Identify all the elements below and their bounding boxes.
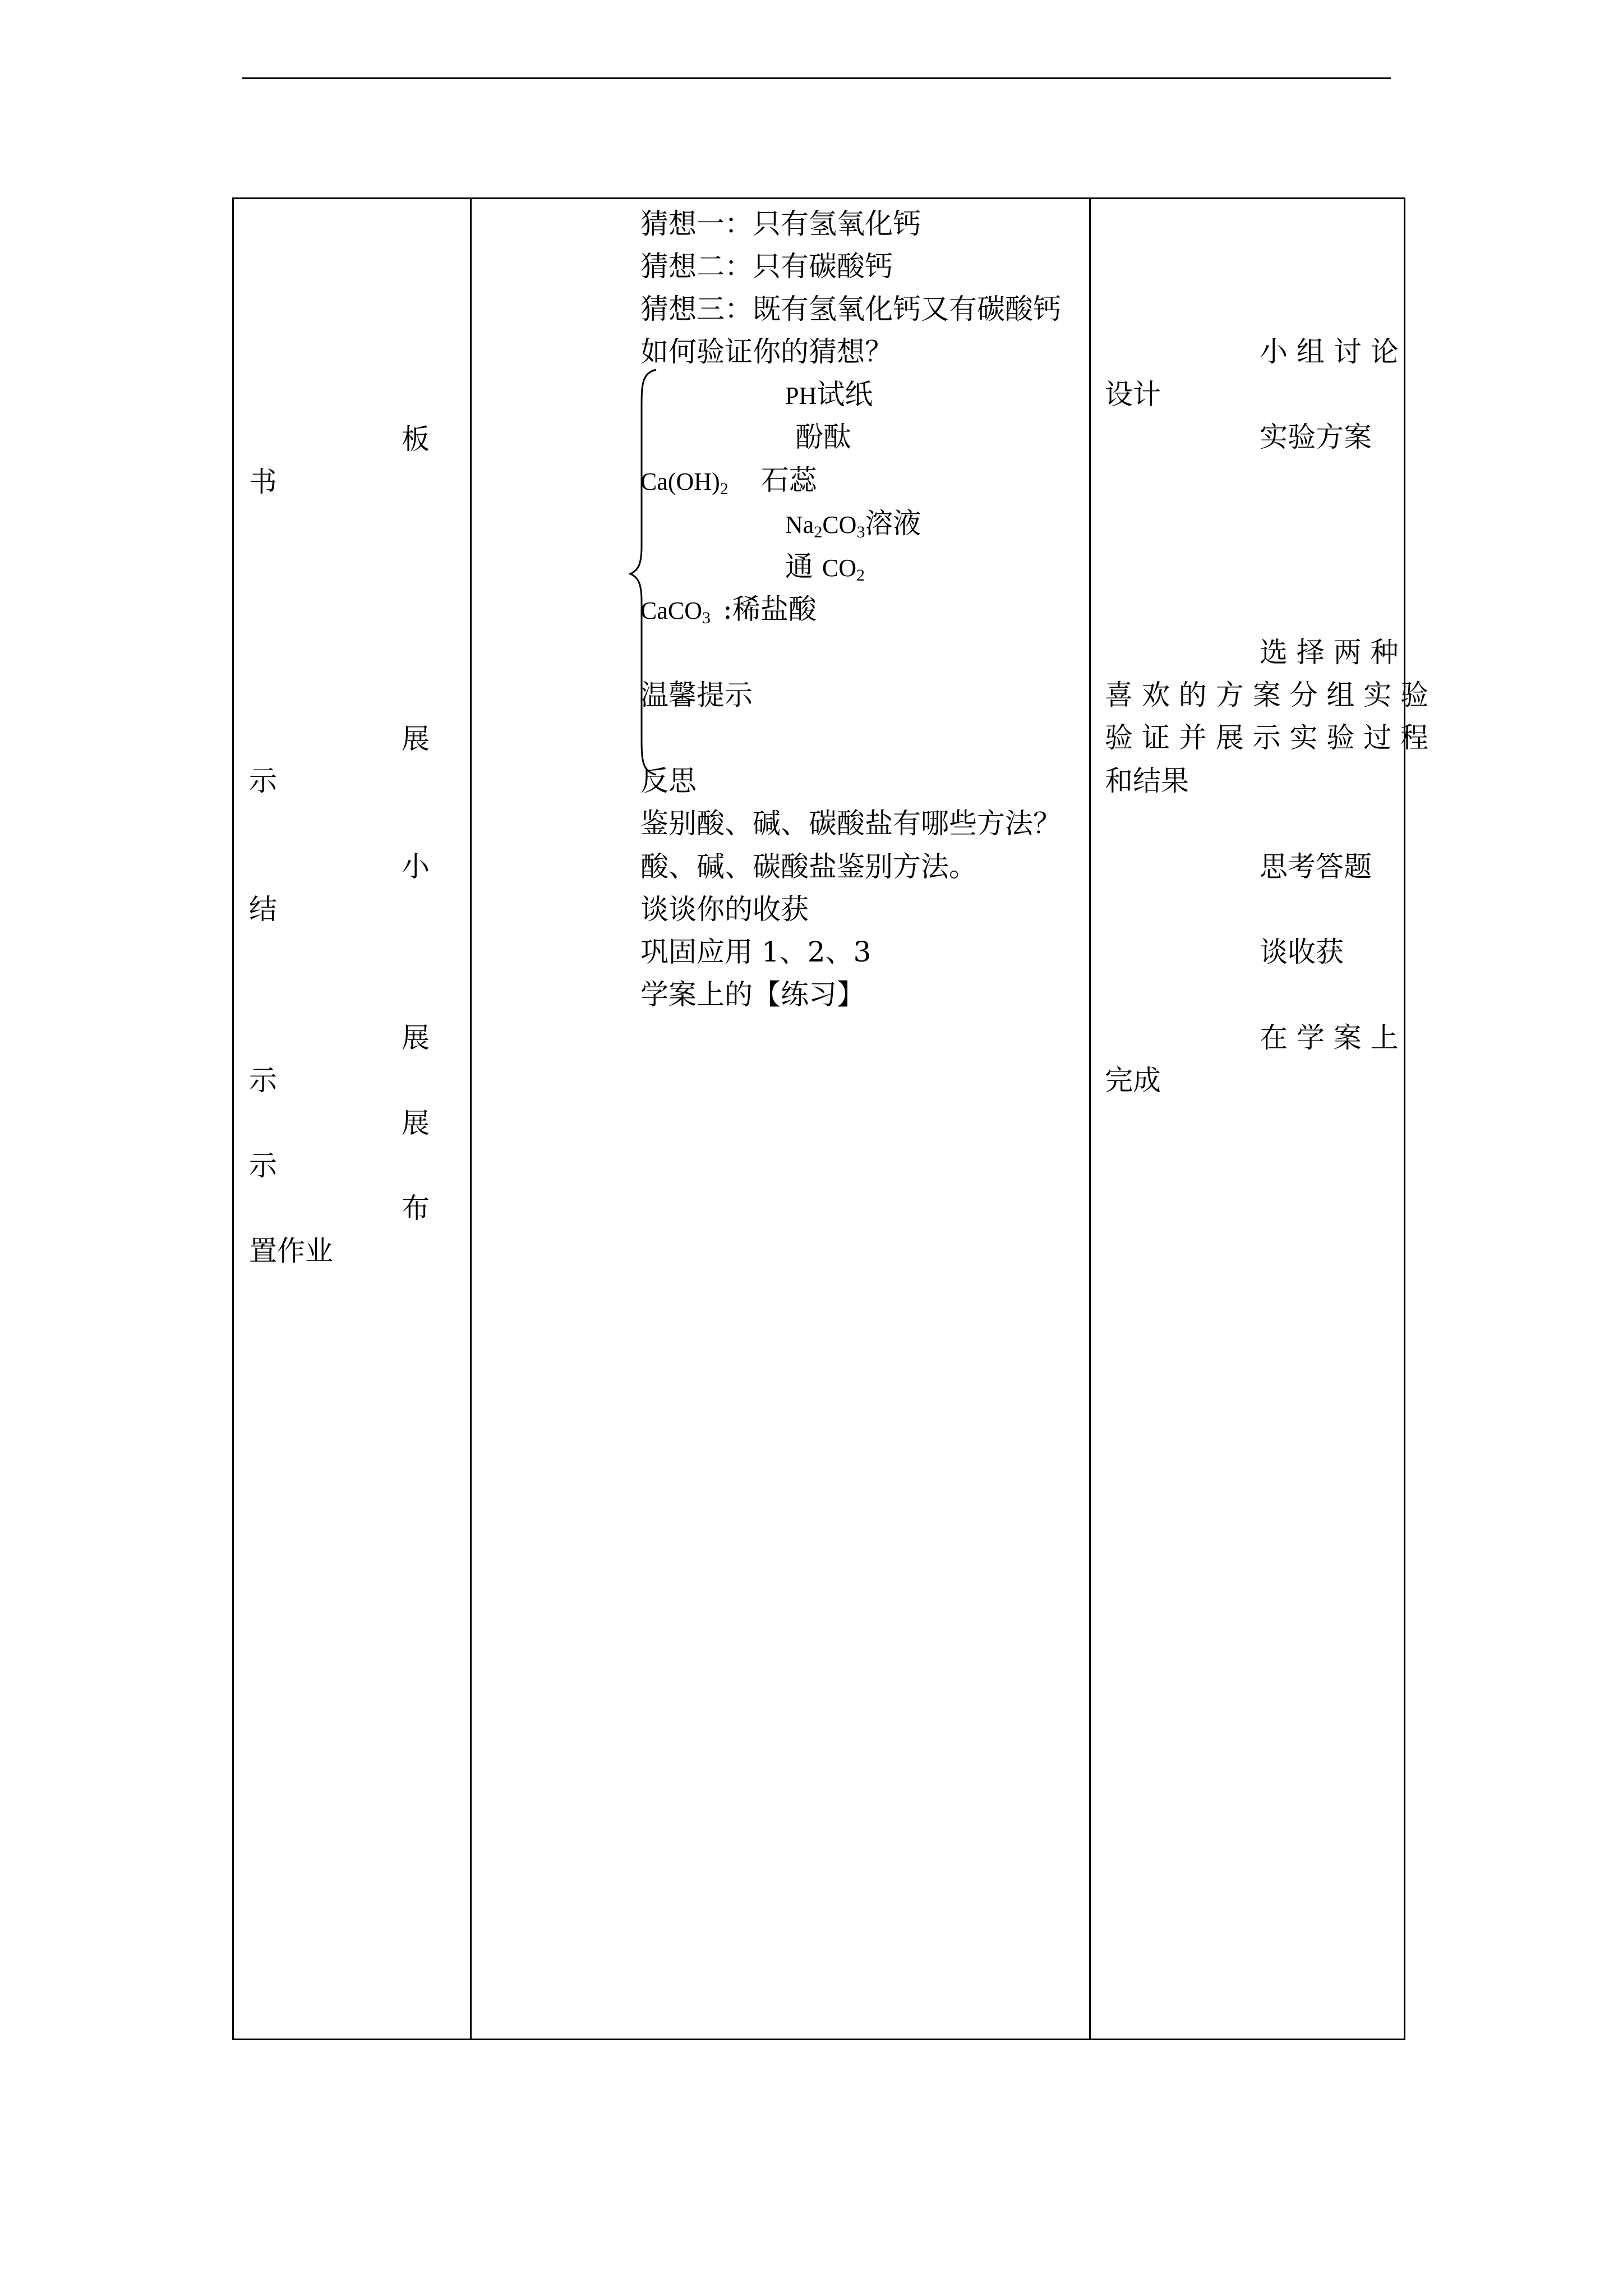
choose-1: 选 择 两 种 [1260,636,1399,669]
method-phenolphthalein: 酚酞 [795,421,851,453]
guess-two: 猜想二：只有碳酸钙 [640,250,893,283]
left-show1-2: 示 [249,765,277,797]
group-discuss-3: 实验方案 [1260,421,1372,453]
choose-3: 验 证 并 展 示 实 验 过 程 [1105,721,1429,754]
method-na2co3: $Na_2CO_3$溶液 [785,507,921,541]
group-discuss-1: 小 组 讨 论 [1260,335,1399,368]
warm-tip: 温馨提示 [640,679,753,711]
left-board-1: 板 [402,423,430,455]
left-show3-1: 展 [402,1107,430,1139]
identify-answer: 酸、碱、碳酸盐鉴别方法。 [640,850,977,883]
left-board-2: 书 [249,466,277,498]
caco3-row: CaCO$_3$ :稀盐酸 [640,593,817,627]
choose-4: 和结果 [1105,765,1189,797]
reflection: 反思 [640,765,697,797]
left-show3-2: 示 [249,1149,277,1182]
left-summary-2: 结 [249,893,277,926]
column-divider-1 [470,197,472,2040]
left-show1-1: 展 [402,723,430,755]
left-show2-1: 展 [402,1022,430,1054]
curly-brace-icon [628,367,662,777]
method-ph-paper: PH试纸 [785,378,873,411]
left-show2-2: 示 [249,1064,277,1097]
guess-three: 猜想三：既有氢氧化钙又有碳酸钙 [640,293,1061,325]
method-co2: 通 $CO_2$ [785,550,865,585]
left-hw-1: 布 [402,1192,430,1225]
header-rule [242,77,1391,79]
verify-question: 如何验证你的猜想？ [640,335,893,368]
consolidate: 巩固应用 1、2、3 [640,936,872,968]
talk-harvest: 谈收获 [1260,936,1344,968]
column-divider-2 [1089,197,1091,2040]
left-hw-2: 置作业 [249,1235,333,1267]
finish-2: 完成 [1105,1064,1161,1097]
think-answer: 思考答题 [1260,850,1372,883]
finish-1: 在 学 案 上 [1260,1022,1399,1054]
choose-2: 喜 欢 的 方 案 分 组 实 验 [1105,679,1429,711]
exercise: 学案上的【练习】 [640,978,865,1011]
group-discuss-2: 设计 [1105,378,1161,411]
harvest-prompt: 谈谈你的收获 [640,893,809,926]
caoh2-row: $Ca(OH)_2$ 石蕊 [640,464,817,498]
left-summary-1: 小 [402,850,430,883]
identify-question: 鉴别酸、碱、碳酸盐有哪些方法？ [640,807,1061,840]
guess-one: 猜想一：只有氢氧化钙 [640,208,921,240]
